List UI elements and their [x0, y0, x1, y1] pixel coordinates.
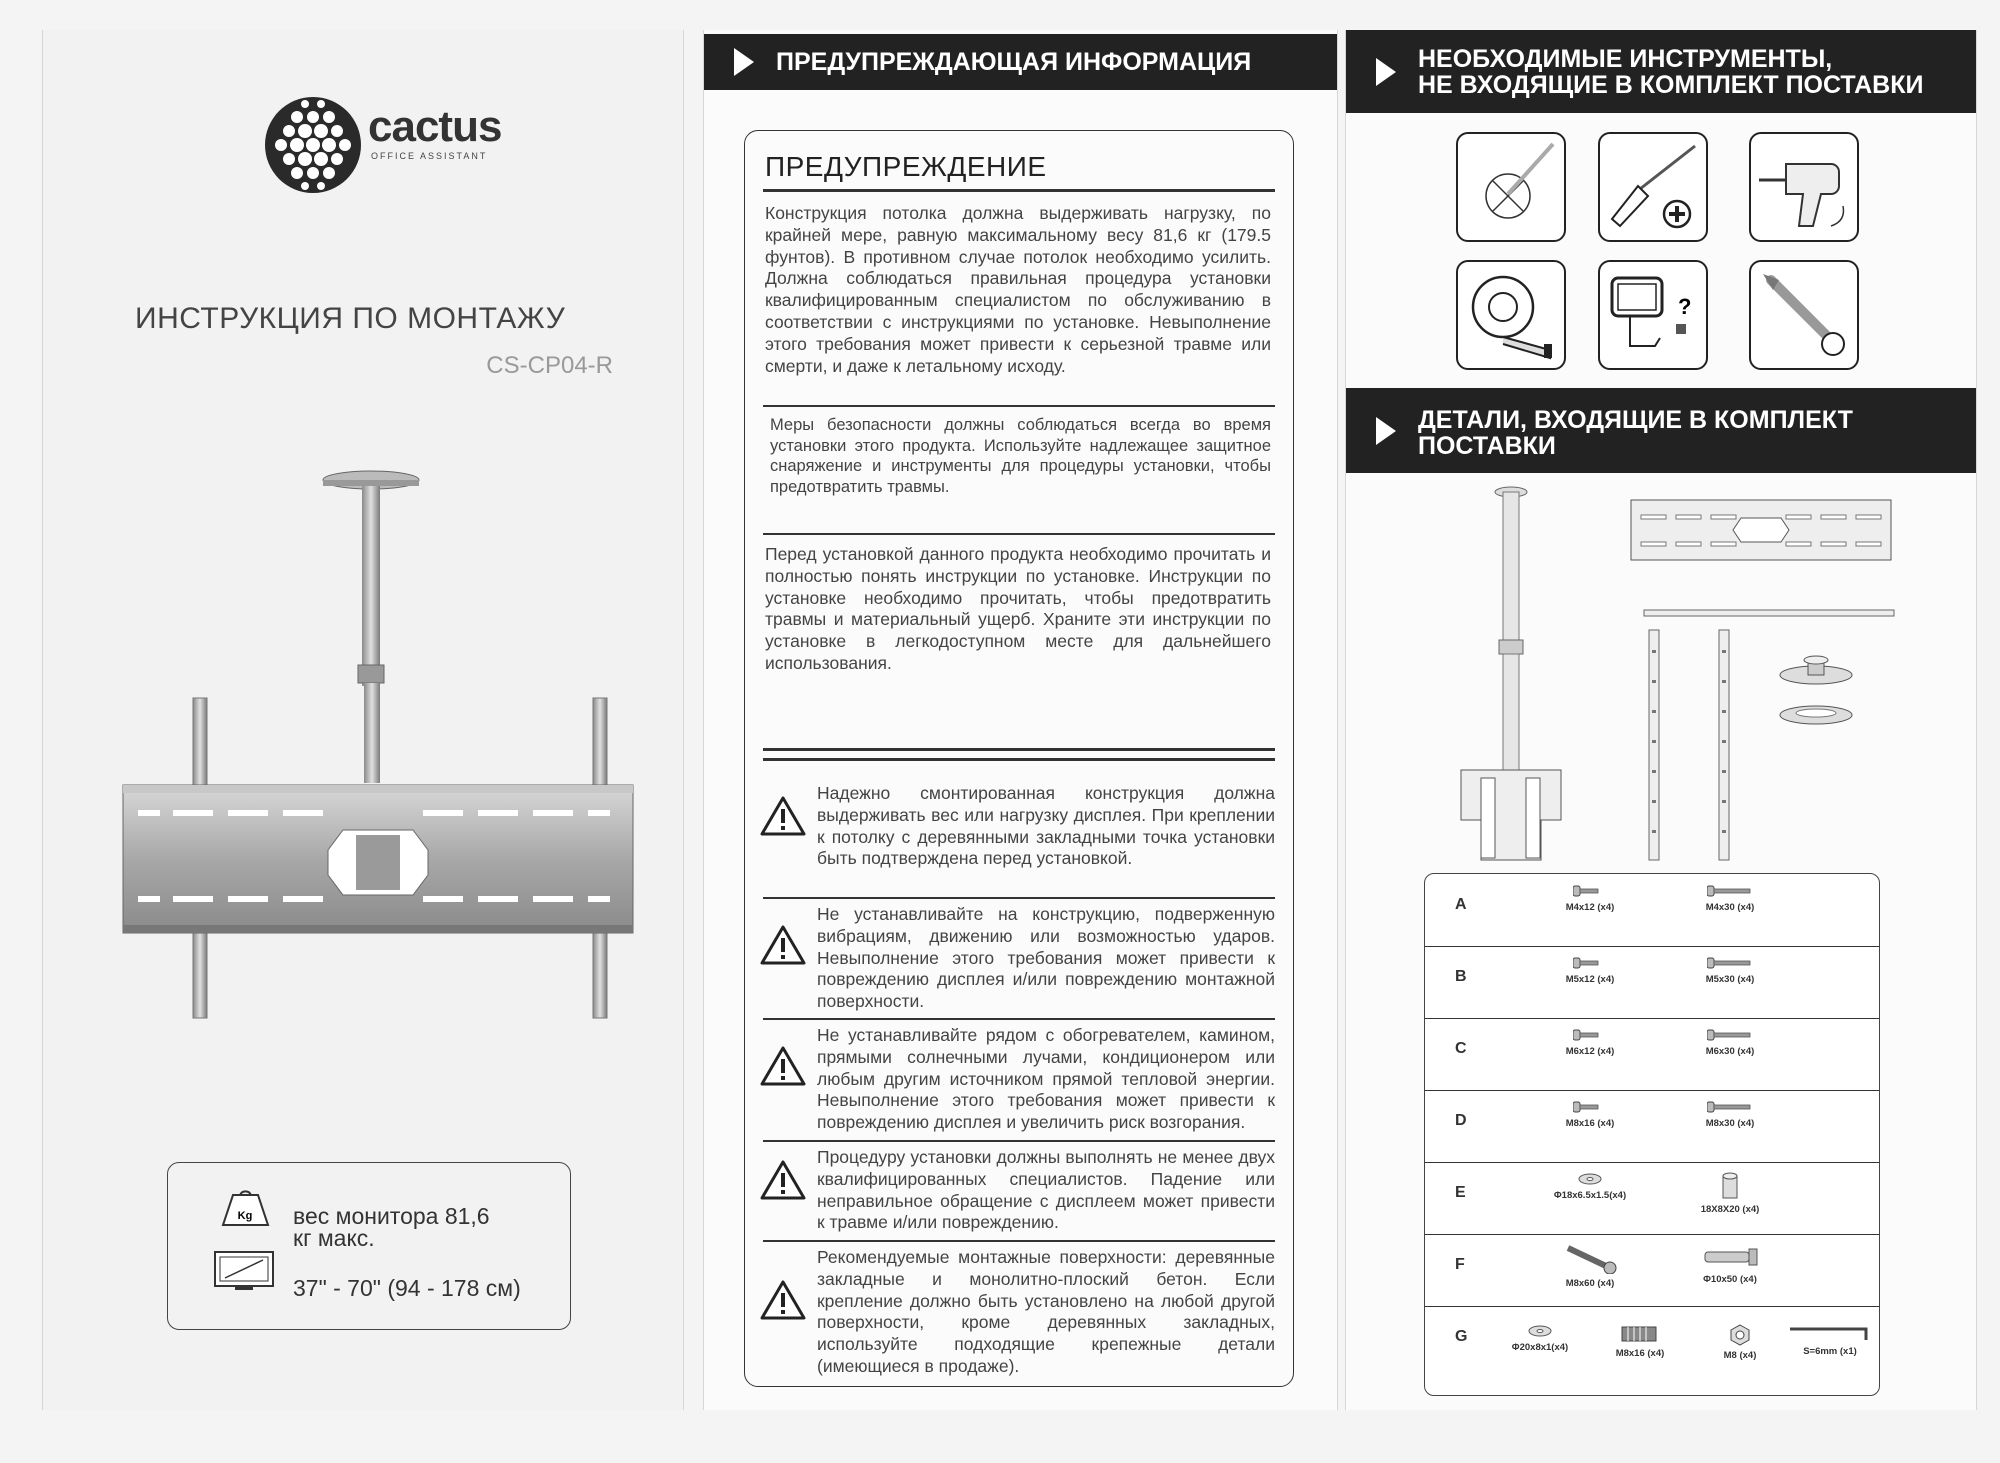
- warning-item: [760, 1147, 1275, 1243]
- kit-row-letter: B: [1455, 968, 1467, 985]
- kit-row-letter: A: [1455, 896, 1467, 913]
- kit-item: [1685, 1172, 1775, 1215]
- tape-measure-icon: [1456, 260, 1566, 370]
- stud-finder-icon: [1598, 260, 1708, 370]
- kit-item: [1545, 1172, 1635, 1201]
- kit-item: [1695, 1324, 1785, 1361]
- kit-row-letter: D: [1455, 1112, 1467, 1129]
- divider: [763, 1240, 1275, 1242]
- kit-row: [1425, 874, 1879, 947]
- hardware-part-icon: [1562, 1244, 1618, 1274]
- kit-item: [1685, 956, 1775, 985]
- divider: [763, 897, 1275, 899]
- hardware-part-icon: [1729, 1324, 1751, 1346]
- screen-size: 37" - 70" (94 - 178 см): [293, 1275, 521, 1301]
- kit-row-letter: G: [1455, 1328, 1468, 1345]
- drill-icon: [1749, 132, 1859, 242]
- wrench-icon: [1749, 260, 1859, 370]
- parts-header-line1: ДЕТАЛИ, ВХОДЯЩИЕ В КОМПЛЕКТ: [1418, 406, 1853, 434]
- kit-item-label: M8 (x4): [1723, 1350, 1757, 1361]
- parts-header: [1346, 388, 1976, 473]
- kit-item-label: M5x12 (x4): [1565, 974, 1615, 985]
- warning-triangle-icon: [760, 924, 806, 966]
- warning-title: ПРЕДУПРЕЖДЕНИЕ: [765, 151, 1047, 182]
- warning-item: [760, 1025, 1275, 1143]
- warning-item: [760, 783, 1275, 893]
- warning-item-text: Рекомендуемые монтажные поверхности: деревянные закладные и монолитно-плоский бетон. Если крепление должно быть установлено на любой другой поверхности, кроме деревянных закладных, используйте подходящие крепежные детали (имеющиеся в продаже).: [817, 1247, 1275, 1376]
- hardware-part-icon: [1527, 1324, 1553, 1338]
- kit-item-label: M8x60 (x4): [1565, 1278, 1615, 1289]
- warning-triangle-icon: [760, 1279, 806, 1321]
- kit-item-label: M8x30 (x4): [1705, 1118, 1755, 1129]
- divider: [763, 758, 1275, 761]
- kit-row: [1425, 1018, 1879, 1091]
- kit-row: [1425, 1162, 1879, 1235]
- warning-item: [760, 1247, 1275, 1377]
- warning-paragraph-2: Меры безопасности должны соблюдаться всегда во время установки этого продукта. Используйте надлежащее защитное снаряжение и инструменты для процедуры установки, чтобы предотвратить травмы.: [770, 416, 1271, 496]
- warning-triangle-icon: [760, 1045, 806, 1087]
- kit-row-letter: F: [1455, 1256, 1465, 1273]
- tools-header-line2: НЕ ВХОДЯЩИЕ В КОМПЛЕКТ ПОСТАВКИ: [1418, 71, 1924, 99]
- kit-item: [1685, 1244, 1775, 1285]
- tools-parts-panel: [1345, 30, 1977, 1410]
- warning-item-text: Не устанавливайте рядом с обогревателем, камином, прямыми солнечными лучами, кондиционером или любым другим источником прямой тепловой энергии. Невыполнение этого требования может привести к повреждению дисплея и увеличить риск возгорания.: [817, 1025, 1275, 1133]
- divider: [763, 533, 1275, 535]
- kit-item: [1545, 956, 1635, 985]
- page-title: ИНСТРУКЦИЯ ПО МОНТАЖУ: [135, 302, 566, 335]
- screwdriver-icon: [1598, 132, 1708, 242]
- warning-paragraph-3: Перед установкой данного продукта необходимо прочитать и полностью понять инструкции по установке. Инструкции по установке необходимо прочитать, чтобы предотвратить травмы и материальный ущерб. Храните эти инструкции по установке в легкодоступном месте для дальнейшего использования.: [765, 544, 1271, 673]
- warning-item-text: Надежно смонтированная конструкция должна выдерживать вес или нагрузку дисплея. При креплении к потолку с деревянными закладными точка установки быть подтверждена перед установкой.: [817, 783, 1275, 869]
- model-number: CS-CP04-R: [486, 352, 613, 379]
- hardware-part-icon: [1573, 1100, 1607, 1114]
- kit-row: [1425, 1090, 1879, 1163]
- hardware-part-icon: [1577, 1172, 1603, 1186]
- warnings-header-text: ПРЕДУПРЕЖДАЮЩАЯ ИНФОРМАЦИЯ: [776, 48, 1252, 76]
- hardware-part-icon: [1788, 1324, 1872, 1342]
- kit-item-label: Φ10x50 (x4): [1703, 1274, 1757, 1285]
- brand-subtitle: OFFICE ASSISTANT: [371, 151, 488, 161]
- kit-item: [1785, 1324, 1875, 1357]
- kit-row: [1425, 1234, 1879, 1307]
- hardware-kit-table: [1424, 873, 1880, 1396]
- kit-item-label: M5x30 (x4): [1705, 974, 1755, 985]
- kit-item: [1685, 1028, 1775, 1057]
- kit-item: [1545, 1028, 1635, 1057]
- kit-item: [1545, 1100, 1635, 1129]
- brand-name: cactus: [368, 102, 502, 151]
- kit-item: [1545, 1244, 1635, 1289]
- warning-box: [744, 130, 1294, 1387]
- kit-row: [1425, 946, 1879, 1019]
- divider: [763, 405, 1275, 407]
- kit-row-letter: C: [1455, 1040, 1467, 1057]
- kit-item-label: M4x30 (x4): [1705, 902, 1755, 913]
- tools-header-line1: НЕОБХОДИМЫЕ ИНСТРУМЕНТЫ,: [1418, 45, 1833, 73]
- monitor-weight: вес монитора 81,6 кг макс.: [293, 1203, 490, 1251]
- hardware-part-icon: [1707, 1028, 1753, 1042]
- tv-size-icon: [213, 1248, 275, 1293]
- hardware-part-icon: [1707, 1100, 1753, 1114]
- kit-item-label: M6x12 (x4): [1565, 1046, 1615, 1057]
- kit-item-label: M4x12 (x4): [1565, 902, 1615, 913]
- kit-item: [1685, 884, 1775, 913]
- kit-row-letter: E: [1455, 1184, 1466, 1201]
- included-parts-illustration: [1436, 480, 1916, 890]
- kit-item: [1685, 1100, 1775, 1129]
- divider: [763, 1140, 1275, 1142]
- hardware-part-icon: [1707, 884, 1753, 898]
- kit-item-label: M6x30 (x4): [1705, 1046, 1755, 1057]
- warning-item-text: Не устанавливайте на конструкцию, подверженную вибрациям, движению или возможностью ударов. Невыполнение этого требования может привести к повреждению дисплея и/или повреждению монтажной поверхности.: [817, 904, 1275, 1012]
- svg-text:?: ?: [1678, 294, 1692, 319]
- hardware-part-icon: [1707, 956, 1753, 970]
- warnings-header: [704, 34, 1337, 90]
- hardware-part-icon: [1573, 1028, 1607, 1042]
- kit-item-label: Φ18x6.5x1.5(x4): [1553, 1190, 1627, 1201]
- warnings-panel: [703, 30, 1338, 1410]
- hardware-part-icon: [1573, 956, 1607, 970]
- divider: [763, 1018, 1275, 1020]
- hardware-part-icon: [1620, 1324, 1660, 1344]
- kit-item-label: S=6mm (x1): [1803, 1346, 1857, 1357]
- hardware-part-icon: [1699, 1244, 1761, 1270]
- warning-triangle-icon: [760, 795, 806, 837]
- header-arrow-icon: [734, 48, 754, 76]
- kit-item-label: M8x16 (x4): [1565, 1118, 1615, 1129]
- drill-bit-icon: [1456, 132, 1566, 242]
- kit-item: [1495, 1324, 1585, 1353]
- header-arrow-icon: [1376, 417, 1396, 445]
- kit-item: [1545, 884, 1635, 913]
- warning-item: [760, 904, 1275, 1022]
- kit-item-label: Φ20x8x1(x4): [1511, 1342, 1569, 1353]
- warning-item-text: Процедуру установки должны выполнять не менее двух квалифицированных специалистов. Падение или неправильное обращение с дисплеем может привести к травме и/или повреждению.: [817, 1147, 1275, 1233]
- kit-row: [1425, 1306, 1879, 1386]
- header-arrow-icon: [1376, 58, 1396, 86]
- weight-icon: [218, 1183, 273, 1233]
- kit-item-label: 18X8X20 (x4): [1700, 1204, 1760, 1215]
- spec-box: [167, 1162, 571, 1330]
- kit-item: [1595, 1324, 1685, 1359]
- hardware-part-icon: [1573, 884, 1607, 898]
- divider: [763, 748, 1275, 751]
- divider: [763, 189, 1275, 192]
- kg-label: Kg: [237, 1210, 253, 1222]
- tools-header: [1346, 30, 1976, 113]
- cover-panel: [42, 30, 684, 1410]
- warning-paragraph-1: Конструкция потолка должна выдерживать нагрузку, по крайней мере, равную максимальному весу 81,6 кг (179.5 фунтов). В противном случае потолок необходимо усилить. Должна соблюдаться правильная процедура установки квалифицированным специалистом по обслуживанию в соответствии с инструкциями по установке. Невыполнение этого требования может привести к серьезной травме или смерти, и даже к летальному исходу.: [765, 203, 1271, 376]
- warning-triangle-icon: [760, 1159, 806, 1201]
- kit-item-label: M8x16 (x4): [1615, 1348, 1665, 1359]
- ceiling-mount-illustration: [98, 440, 638, 1040]
- parts-header-line2: ПОСТАВКИ: [1418, 432, 1556, 460]
- hardware-part-icon: [1720, 1172, 1740, 1200]
